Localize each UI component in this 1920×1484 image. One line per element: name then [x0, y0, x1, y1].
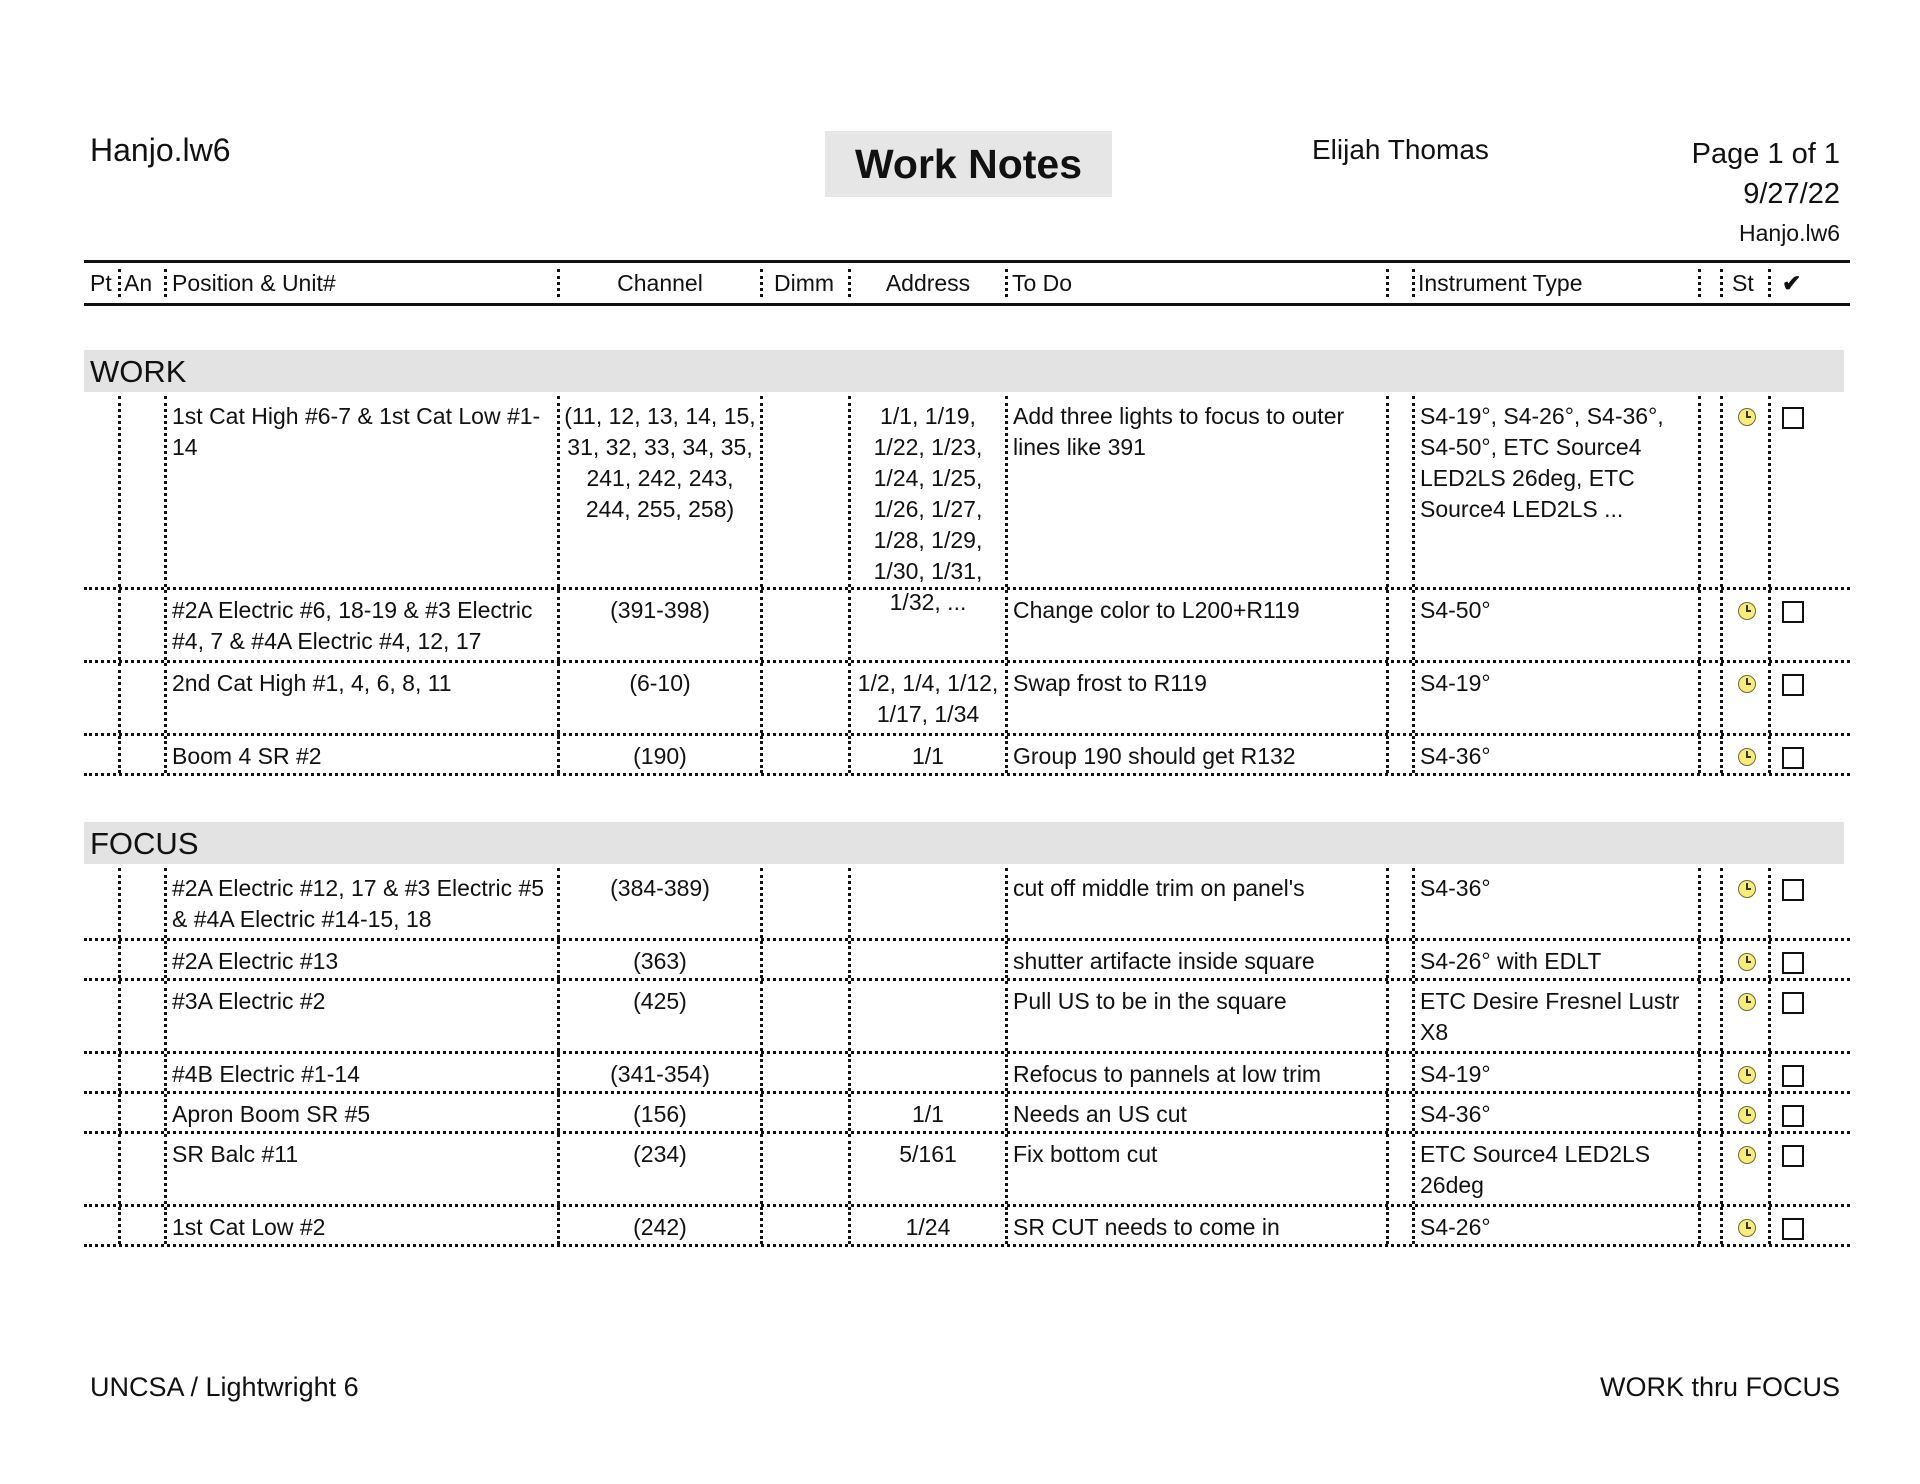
done-checkbox[interactable] [1782, 601, 1804, 623]
todo-cell: Swap frost to R119 [1005, 663, 1386, 733]
table-row [84, 868, 1850, 941]
flag-cell [1386, 868, 1412, 938]
address-cell: 1/1 [848, 1094, 1005, 1131]
column-divider [118, 269, 121, 297]
status-cell [1720, 981, 1768, 1051]
position-cell: #2A Electric #13 [164, 941, 557, 978]
done-cell [1768, 981, 1850, 1051]
done-cell [1768, 736, 1850, 773]
position-cell: SR Balc #11 [164, 1134, 557, 1204]
column-divider [1768, 269, 1771, 297]
flag-cell [1386, 981, 1412, 1051]
done-checkbox[interactable] [1782, 674, 1804, 696]
done-checkbox[interactable] [1782, 952, 1804, 974]
flag-cell [1386, 396, 1412, 587]
channel-cell: (384-389) [557, 868, 760, 938]
status-cell [1720, 1207, 1768, 1244]
done-checkbox[interactable] [1782, 1145, 1804, 1167]
position-cell: 1st Cat High #6-7 & 1st Cat Low #1-14 [164, 396, 557, 587]
an-cell [118, 1054, 164, 1091]
column-divider [1386, 269, 1389, 297]
column-header-an: An [124, 270, 153, 296]
position-cell: #2A Electric #12, 17 & #3 Electric #5 & #4A Electric #14-15, 18 [164, 868, 557, 938]
done-checkbox[interactable] [1782, 879, 1804, 901]
clock-icon [1738, 993, 1756, 1011]
position-cell: 2nd Cat High #1, 4, 6, 8, 11 [164, 663, 557, 733]
todo-cell: Group 190 should get R132 [1005, 736, 1386, 773]
flag-cell [1386, 663, 1412, 733]
flag-cell [1698, 663, 1720, 733]
dimm-cell [760, 1054, 848, 1091]
clock-icon [1738, 748, 1756, 766]
instrument-cell: S4-19°, S4-26°, S4-36°, S4-50°, ETC Source4 LED2LS 26deg, ETC Source4 LED2LS ... [1412, 396, 1698, 587]
done-checkbox[interactable] [1782, 1218, 1804, 1240]
flag-cell [1386, 941, 1412, 978]
done-cell [1768, 396, 1850, 587]
instrument-cell: S4-36° [1412, 736, 1698, 773]
done-checkbox[interactable] [1782, 1065, 1804, 1087]
position-cell: #2A Electric #6, 18-19 & #3 Electric #4, 7 & #4A Electric #4, 12, 17 [164, 590, 557, 660]
column-header-channel: Channel [617, 270, 703, 296]
instrument-cell: S4-26° [1412, 1207, 1698, 1244]
an-cell [118, 736, 164, 773]
dimm-cell [760, 941, 848, 978]
report-date: 9/27/22 [1743, 178, 1840, 210]
position-cell: #3A Electric #2 [164, 981, 557, 1051]
address-cell [848, 941, 1005, 978]
pt-cell [84, 1094, 118, 1131]
footer-left: UNCSA / Lightwright 6 [90, 1372, 359, 1402]
column-divider [1698, 269, 1701, 297]
channel-cell: (341-354) [557, 1054, 760, 1091]
status-cell [1720, 663, 1768, 733]
dimm-cell [760, 1134, 848, 1204]
address-cell: 1/1, 1/19, 1/22, 1/23, 1/24, 1/25, 1/26, 1/27, 1/28, 1/29, 1/30, 1/31, 1/32, ... [848, 396, 1005, 587]
position-cell: Apron Boom SR #5 [164, 1094, 557, 1131]
an-cell [118, 981, 164, 1051]
instrument-cell: S4-50° [1412, 590, 1698, 660]
table-row [84, 736, 1850, 776]
done-checkbox[interactable] [1782, 747, 1804, 769]
position-cell: Boom 4 SR #2 [164, 736, 557, 773]
status-cell [1720, 396, 1768, 587]
todo-cell: shutter artifacte inside square [1005, 941, 1386, 978]
todo-cell: Pull US to be in the square [1005, 981, 1386, 1051]
column-divider [1412, 269, 1415, 297]
an-cell [118, 941, 164, 978]
todo-cell: Refocus to pannels at low trim [1005, 1054, 1386, 1091]
dimm-cell [760, 981, 848, 1051]
instrument-cell: ETC Source4 LED2LS 26deg [1412, 1134, 1698, 1204]
clock-icon [1738, 953, 1756, 971]
dimm-cell [760, 590, 848, 660]
an-cell [118, 663, 164, 733]
flag-cell [1698, 868, 1720, 938]
column-header-pt: Pt [90, 270, 112, 296]
table-row [84, 663, 1850, 736]
todo-cell: Needs an US cut [1005, 1094, 1386, 1131]
address-cell: 5/161 [848, 1134, 1005, 1204]
status-cell [1720, 1054, 1768, 1091]
flag-cell [1698, 981, 1720, 1051]
table-row [84, 590, 1850, 663]
address-cell [848, 1054, 1005, 1091]
clock-icon [1738, 408, 1756, 426]
an-cell [118, 868, 164, 938]
todo-cell: Change color to L200+R119 [1005, 590, 1386, 660]
flag-cell [1386, 1134, 1412, 1204]
an-cell [118, 1094, 164, 1131]
clock-icon [1738, 602, 1756, 620]
dimm-cell [760, 1207, 848, 1244]
footer-right: WORK thru FOCUS [1599, 1372, 1840, 1402]
section-rows-work [84, 396, 1850, 776]
pt-cell [84, 1134, 118, 1204]
done-checkbox[interactable] [1782, 992, 1804, 1014]
position-cell: #4B Electric #1-14 [164, 1054, 557, 1091]
file-name-small: Hanjo.lw6 [1739, 220, 1840, 246]
page-number: Page 1 of 1 [1691, 138, 1840, 170]
an-cell [118, 590, 164, 660]
section-header-focus: FOCUS [84, 822, 1844, 864]
todo-cell: Add three lights to focus to outer lines like 391 [1005, 396, 1386, 587]
status-cell [1720, 1094, 1768, 1131]
clock-icon [1738, 675, 1756, 693]
done-checkbox[interactable] [1782, 407, 1804, 429]
table-row [84, 1054, 1850, 1094]
channel-cell: (6-10) [557, 663, 760, 733]
instrument-cell: S4-19° [1412, 663, 1698, 733]
column-header-st: St [1732, 270, 1754, 296]
column-divider [164, 269, 167, 297]
dimm-cell [760, 396, 848, 587]
section-rows-focus [84, 868, 1850, 1247]
done-cell [1768, 1207, 1850, 1244]
done-cell [1768, 1134, 1850, 1204]
instrument-cell: S4-36° [1412, 868, 1698, 938]
done-cell [1768, 1054, 1850, 1091]
clock-icon [1738, 1066, 1756, 1084]
table-row [84, 1134, 1850, 1207]
table-row [84, 1094, 1850, 1134]
address-cell [848, 868, 1005, 938]
flag-cell [1698, 1054, 1720, 1091]
flag-cell [1386, 590, 1412, 660]
status-cell [1720, 868, 1768, 938]
channel-cell: (425) [557, 981, 760, 1051]
pt-cell [84, 663, 118, 733]
channel-cell: (11, 12, 13, 14, 15, 31, 32, 33, 34, 35, 241, 242, 243, 244, 255, 258) [557, 396, 760, 587]
pt-cell [84, 981, 118, 1051]
status-cell [1720, 1134, 1768, 1204]
table-row [84, 941, 1850, 981]
channel-cell: (242) [557, 1207, 760, 1244]
file-name: Hanjo.lw6 [90, 132, 231, 168]
dimm-cell [760, 736, 848, 773]
done-cell [1768, 590, 1850, 660]
report-title: Work Notes [854, 140, 1083, 187]
an-cell [118, 1207, 164, 1244]
pt-cell [84, 868, 118, 938]
address-cell: 1/24 [848, 1207, 1005, 1244]
todo-cell: Fix bottom cut [1005, 1134, 1386, 1204]
column-header-address: Address [885, 270, 971, 296]
table-row [84, 981, 1850, 1054]
column-divider [1720, 269, 1723, 297]
flag-cell [1698, 941, 1720, 978]
pt-cell [84, 941, 118, 978]
channel-cell: (363) [557, 941, 760, 978]
flag-cell [1698, 590, 1720, 660]
dimm-cell [760, 868, 848, 938]
column-header-check: ✔ [1782, 270, 1802, 296]
instrument-cell: S4-36° [1412, 1094, 1698, 1131]
done-checkbox[interactable] [1782, 1105, 1804, 1127]
instrument-cell: ETC Desire Fresnel Lustr X8 [1412, 981, 1698, 1051]
column-header-position: Position & Unit# [172, 270, 336, 296]
pt-cell [84, 1207, 118, 1244]
author-name: Elijah Thomas [1312, 134, 1489, 165]
clock-icon [1738, 880, 1756, 898]
channel-cell: (156) [557, 1094, 760, 1131]
section-header-work: WORK [84, 350, 1844, 392]
instrument-cell: S4-19° [1412, 1054, 1698, 1091]
an-cell [118, 396, 164, 587]
column-header-todo: To Do [1012, 270, 1073, 296]
todo-cell: cut off middle trim on panel's [1005, 868, 1386, 938]
column-divider [1005, 269, 1008, 297]
dimm-cell [760, 1094, 848, 1131]
status-cell [1720, 941, 1768, 978]
flag-cell [1698, 1207, 1720, 1244]
done-cell [1768, 941, 1850, 978]
page-info [1692, 134, 1840, 252]
pt-cell [84, 736, 118, 773]
address-cell [848, 590, 1005, 660]
flag-cell [1698, 1094, 1720, 1131]
column-header-instrument: Instrument Type [1418, 270, 1583, 296]
channel-cell: (391-398) [557, 590, 760, 660]
column-divider [760, 269, 763, 297]
status-cell [1720, 590, 1768, 660]
clock-icon [1738, 1106, 1756, 1124]
channel-cell: (234) [557, 1134, 760, 1204]
column-header-dimm: Dimm [774, 270, 835, 296]
flag-cell [1386, 1207, 1412, 1244]
table-row [84, 1207, 1850, 1247]
pt-cell [84, 396, 118, 587]
pt-cell [84, 1054, 118, 1091]
status-cell [1720, 736, 1768, 773]
report-title-box [825, 131, 1112, 197]
flag-cell [1386, 1054, 1412, 1091]
done-cell [1768, 868, 1850, 938]
address-cell [848, 981, 1005, 1051]
instrument-cell: S4-26° with EDLT [1412, 941, 1698, 978]
dimm-cell [760, 663, 848, 733]
channel-cell: (190) [557, 736, 760, 773]
clock-icon [1738, 1146, 1756, 1164]
flag-cell [1698, 1134, 1720, 1204]
an-cell [118, 1134, 164, 1204]
table-header [84, 260, 1850, 306]
address-cell: 1/2, 1/4, 1/12, 1/17, 1/34 [848, 663, 1005, 733]
todo-cell: SR CUT needs to come in [1005, 1207, 1386, 1244]
address-cell: 1/1 [848, 736, 1005, 773]
done-cell [1768, 1094, 1850, 1131]
flag-cell [1386, 1094, 1412, 1131]
clock-icon [1738, 1219, 1756, 1237]
flag-cell [1698, 396, 1720, 587]
flag-cell [1698, 736, 1720, 773]
position-cell: 1st Cat Low #2 [164, 1207, 557, 1244]
work-notes-table [84, 260, 1850, 1260]
flag-cell [1386, 736, 1412, 773]
pt-cell [84, 590, 118, 660]
done-cell [1768, 663, 1850, 733]
